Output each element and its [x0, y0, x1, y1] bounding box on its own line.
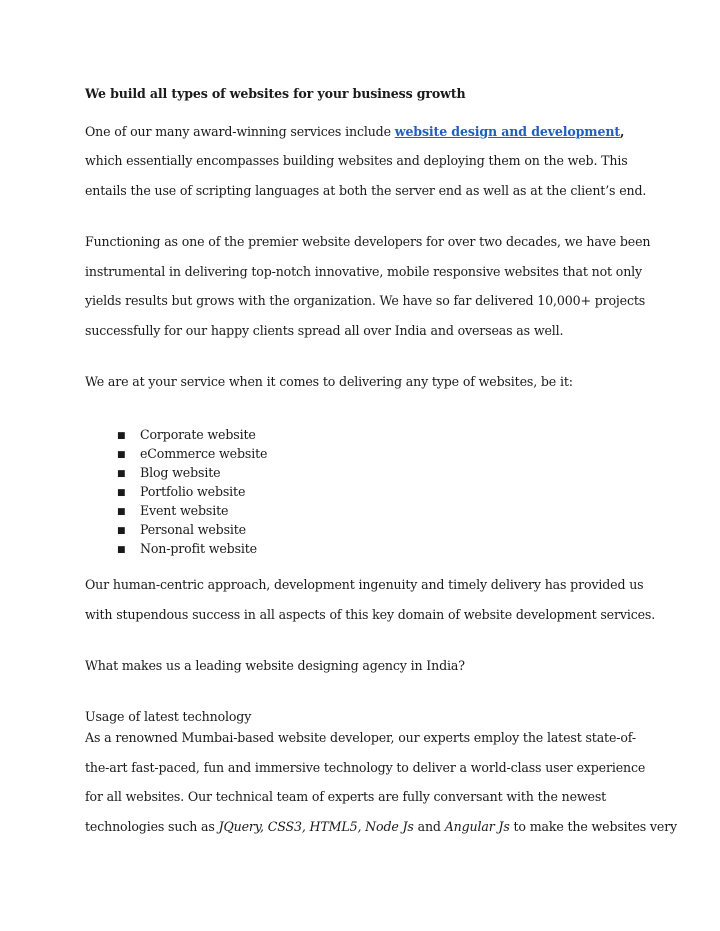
list-item: [117, 425, 267, 444]
para2-line1: Functioning as one of the premier website developers for over two decades, we have been: [85, 234, 651, 249]
para5-line1: As a renowned Mumbai-based website developer, our experts employ the latest state-of-: [85, 730, 636, 745]
bullet-square-icon: ■: [117, 450, 126, 460]
subheading-technology: Usage of latest technology: [85, 709, 252, 724]
para4-line2: with stupendous success in all aspects of this key domain of website development services.: [85, 607, 656, 622]
bullet-square-icon: ■: [117, 469, 126, 479]
para1-line1-comma: ,: [620, 124, 625, 139]
bullet-square-icon: ■: [117, 545, 126, 555]
tech-list-2: Angular Js: [444, 819, 510, 834]
page-heading: We build all types of websites for your business growth: [85, 86, 466, 101]
para5-line4-end: to make the websites very: [509, 819, 678, 834]
website-design-link[interactable]: website design and development: [394, 124, 620, 139]
list-item: [117, 463, 267, 482]
para5-line4: [85, 819, 677, 835]
list-item: [117, 520, 267, 539]
para1-line2: which essentially encompasses building websites and deploying them on the web. This: [85, 153, 628, 168]
list-item: [117, 444, 267, 463]
list-item: [117, 539, 267, 558]
website-types-list: [117, 425, 267, 558]
list-item-label: Corporate website: [140, 427, 256, 442]
list-item-label: Blog website: [140, 465, 221, 480]
question-heading: What makes us a leading website designing agency in India?: [85, 658, 465, 673]
list-item-label: Non-profit website: [140, 541, 257, 556]
para2-line4: successfully for our happy clients spread all over India and overseas as well.: [85, 323, 564, 338]
list-item-label: Personal website: [140, 522, 246, 537]
bullet-square-icon: ■: [117, 526, 126, 536]
tech-list-1: JQuery, CSS3, HTML5, Node Js: [218, 819, 414, 834]
para2-line2: instrumental in delivering top-notch innovative, mobile responsive websites that not only: [85, 264, 643, 279]
para1-line1-text: One of our many award-winning services include: [85, 124, 395, 139]
list-item-label: Portfolio website: [140, 484, 246, 499]
para5-line3: for all websites. Our technical team of experts are fully conversant with the newest: [85, 789, 607, 804]
para1-line3: entails the use of scripting languages at both the server end as well as at the client’s end.: [85, 183, 647, 198]
para2-line3: yields results but grows with the organization. We have so far delivered 10,000+ projects: [85, 293, 646, 308]
list-item-label: eCommerce website: [140, 446, 268, 461]
bullet-square-icon: ■: [117, 488, 126, 498]
list-item-label: Event website: [140, 503, 229, 518]
para5-line4-text: technologies such as: [85, 819, 219, 834]
para3: We are at your service when it comes to delivering any type of websites, be it:: [85, 374, 573, 389]
list-item: [117, 501, 267, 520]
bullet-square-icon: ■: [117, 507, 126, 517]
para5-line2: the-art fast-paced, fun and immersive technology to deliver a world-class user experience: [85, 760, 646, 775]
list-item: [117, 482, 267, 501]
bullet-square-icon: ■: [117, 431, 126, 441]
para1-line1: [85, 124, 624, 140]
para5-line4-and: and: [413, 819, 445, 834]
para4-line1: Our human-centric approach, development ingenuity and timely delivery has provided us: [85, 577, 644, 592]
